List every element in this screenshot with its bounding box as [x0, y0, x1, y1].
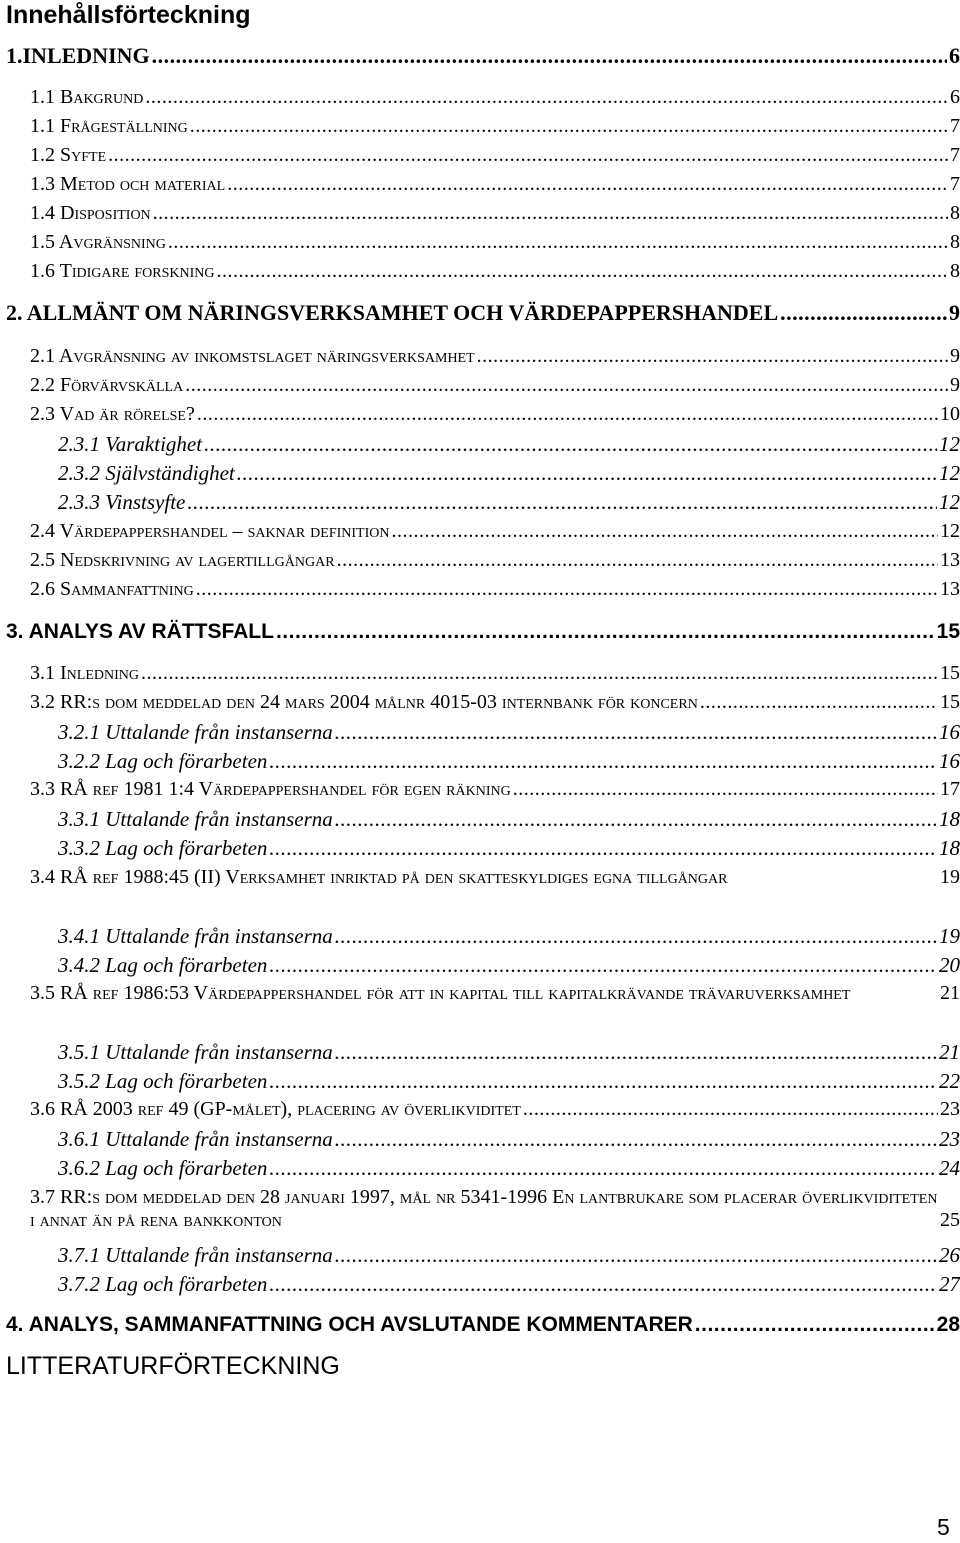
toc-entry-label: 1.4 Disposition	[30, 202, 151, 224]
dot-leader	[780, 300, 947, 326]
toc-entry-page: 9	[950, 374, 960, 396]
toc-entry-page: 15	[940, 662, 960, 684]
dot-leader	[335, 807, 937, 832]
toc-entry-page: 19	[940, 866, 960, 888]
toc-entry[interactable]	[58, 1127, 960, 1152]
toc-entry-label: 2.1 Avgränsning av inkomstslaget näringsverksamhet	[30, 345, 475, 367]
toc-entry-label: 3.5.1 Uttalande från instanserna	[58, 1040, 333, 1064]
dot-leader	[391, 520, 938, 543]
toc-entry-page: 7	[950, 144, 960, 166]
toc-entry[interactable]	[30, 578, 960, 601]
toc-entry[interactable]	[58, 953, 960, 978]
toc-entry-page: 21	[940, 982, 960, 1004]
dot-leader	[269, 953, 937, 978]
toc-entry-label: 1.2 Syfte	[30, 144, 107, 166]
dot-leader	[237, 461, 937, 486]
dot-leader	[197, 403, 938, 426]
toc-entry-page: 16	[939, 749, 960, 773]
toc-entry[interactable]	[30, 260, 960, 283]
toc-entry-page: 19	[939, 924, 960, 948]
dot-leader	[217, 260, 948, 283]
toc-entry-label: 2.3.3 Vinstsyfte	[58, 490, 186, 514]
dot-leader	[168, 231, 948, 254]
dot-leader	[276, 620, 935, 644]
toc-entry-page: 9	[949, 300, 960, 325]
toc-entry-page: 7	[950, 115, 960, 137]
toc-entry-label: 3.2.2 Lag och förarbeten	[58, 749, 268, 773]
toc-entry[interactable]	[30, 173, 960, 196]
toc-entry-label: 1.3 Metod och material	[30, 173, 226, 195]
toc-entry[interactable]	[6, 300, 960, 326]
toc-entry-page: 25	[940, 1209, 960, 1231]
dot-leader	[153, 202, 948, 225]
toc-entry[interactable]	[30, 231, 960, 254]
toc-entry[interactable]	[58, 807, 960, 832]
toc-entry-page: 24	[939, 1156, 960, 1180]
dot-leader	[523, 1098, 938, 1121]
dot-leader	[204, 432, 937, 457]
toc-title: Innehållsförteckning	[6, 1, 251, 29]
toc-entry-label: 2.4 Värdepappershandel – saknar definition	[30, 520, 390, 542]
toc-entry-page: 8	[950, 260, 960, 282]
toc-entry-label: 2.2 Förvärvskälla	[30, 374, 184, 396]
toc-entry-label: 2.3 Vad är rörelse?	[30, 403, 195, 425]
toc-entry-page: 12	[939, 461, 960, 485]
toc-entry[interactable]	[30, 662, 960, 685]
toc-entry[interactable]	[30, 982, 960, 1005]
toc-entry-label: 3.6 RÅ 2003 ref 49 (GP-målet), placering av överlikviditet	[30, 1098, 521, 1120]
dot-leader	[269, 1069, 937, 1094]
dot-leader	[185, 374, 948, 397]
toc-entry[interactable]	[30, 345, 960, 368]
toc-entry[interactable]	[30, 403, 960, 426]
toc-entry-label: 3.4.2 Lag och förarbeten	[58, 953, 268, 977]
toc-entry-page: 23	[940, 1098, 960, 1120]
toc-entry-page: 26	[939, 1243, 960, 1267]
toc-entry[interactable]	[58, 490, 960, 515]
toc-entry[interactable]	[30, 86, 960, 109]
toc-entry-page: 12	[939, 432, 960, 456]
toc-entry[interactable]	[58, 1069, 960, 1094]
toc-entry-label: 3.2.1 Uttalande från instanserna	[58, 720, 333, 744]
toc-entry-page: 6	[950, 86, 960, 108]
toc-entry-page: 17	[940, 778, 960, 800]
toc-entry-label: 3.4 RÅ ref 1988:45 (II) Verksamhet inriktad på den skatteskyldiges egna tillgångar	[30, 866, 728, 888]
toc-entry[interactable]	[58, 1243, 960, 1268]
toc-entry-page: 20	[939, 953, 960, 977]
toc-entry[interactable]	[6, 620, 960, 644]
dot-leader	[141, 662, 938, 685]
toc-entry-page: 21	[939, 1040, 960, 1064]
dot-leader	[700, 691, 938, 714]
toc-entry[interactable]	[30, 115, 960, 138]
dot-leader	[196, 578, 938, 601]
dot-leader	[477, 345, 948, 368]
toc-entry-label: 2.3.2 Självständighet	[58, 461, 235, 485]
toc-entry-label: 1.1 Bakgrund	[30, 86, 144, 108]
toc-entry-page: 8	[950, 231, 960, 253]
toc-entry[interactable]	[30, 866, 960, 889]
toc-entry-label: 3.5.2 Lag och förarbeten	[58, 1069, 268, 1093]
toc-entry-label: 4. ANALYS, SAMMANFATTNING OCH AVSLUTANDE KOMMENTARER	[6, 1313, 693, 1336]
toc-entry-page: 6	[949, 43, 960, 68]
toc-entry-label: 3.3.1 Uttalande från instanserna	[58, 807, 333, 831]
toc-entry-page: 15	[940, 691, 960, 713]
toc-entry[interactable]	[30, 1098, 960, 1121]
toc-entry-label: 3.3.2 Lag och förarbeten	[58, 836, 268, 860]
dot-leader	[695, 1313, 935, 1337]
dot-leader	[187, 490, 937, 515]
toc-entry-page: 18	[939, 836, 960, 860]
dot-leader	[337, 549, 938, 572]
toc-entry-label: 3.2 RR:s dom meddelad den 24 mars 2004 målnr 4015-03 internbank för koncern	[30, 691, 698, 713]
toc-entry-label: 1.1 Frågeställning	[30, 115, 188, 137]
toc-entry-label: 3.1 Inledning	[30, 662, 139, 684]
toc-entry[interactable]	[58, 749, 960, 774]
toc-entry[interactable]	[58, 836, 960, 861]
dot-leader	[335, 1127, 937, 1152]
toc-entry-page: 15	[936, 620, 960, 643]
literature-heading[interactable]: LITTERATURFÖRTECKNING	[6, 1352, 340, 1380]
dot-leader	[513, 778, 938, 801]
toc-entry-page: 28	[936, 1313, 960, 1336]
dot-leader	[269, 1156, 937, 1181]
toc-entry-page: 27	[939, 1272, 960, 1296]
toc-entry-label: 2.6 Sammanfattning	[30, 578, 194, 600]
toc-entry[interactable]	[30, 778, 960, 801]
toc-entry-label: 1.6 Tidigare forskning	[30, 260, 215, 282]
toc-entry[interactable]	[58, 1156, 960, 1181]
toc-entry[interactable]	[30, 691, 960, 714]
dot-leader	[335, 1040, 937, 1065]
dot-leader	[269, 836, 937, 861]
toc-entry-page: 10	[940, 403, 960, 425]
toc-entry-page: 18	[939, 807, 960, 831]
toc-entry-page: 7	[950, 173, 960, 195]
toc-entry-page: 16	[939, 720, 960, 744]
dot-leader	[269, 749, 937, 774]
toc-entry-label: 2. ALLMÄNT OM NÄRINGSVERKSAMHET OCH VÄRDEPAPPERSHANDEL	[6, 300, 779, 325]
toc-entry[interactable]	[58, 1040, 960, 1065]
dot-leader	[335, 1243, 937, 1268]
toc-entry-page: 9	[950, 345, 960, 367]
toc-entry-page: 13	[940, 578, 960, 600]
dot-leader	[190, 115, 948, 138]
dot-leader	[108, 144, 948, 167]
toc-entry[interactable]	[30, 549, 960, 572]
toc-entry-label: 3.4.1 Uttalande från instanserna	[58, 924, 333, 948]
toc-entry[interactable]	[58, 924, 960, 949]
toc-entry-page: 13	[940, 549, 960, 571]
toc-entry-page: 12	[939, 490, 960, 514]
toc-entry-label: 2.5 Nedskrivning av lagertillgångar	[30, 549, 335, 571]
toc-entry-label: 3.7 RR:s dom meddelad den 28 januari 1997, mål nr 5341-1996 En lantbrukare som placerar överlikviditeten i annat än på rena bankkonton	[30, 1186, 938, 1231]
dot-leader	[227, 173, 948, 196]
toc-entry-page: 8	[950, 202, 960, 224]
toc-entry-label: 3. ANALYS AV RÄTTSFALL	[6, 620, 274, 643]
toc-entry[interactable]	[58, 720, 960, 745]
toc-entry[interactable]	[58, 1272, 960, 1297]
dot-leader	[335, 924, 937, 949]
toc-entry-label: 3.7.1 Uttalande från instanserna	[58, 1243, 333, 1267]
toc-entry-page: 22	[939, 1069, 960, 1093]
dot-leader	[145, 86, 948, 109]
toc-entry[interactable]	[30, 520, 960, 543]
toc-entry[interactable]	[30, 374, 960, 397]
toc-entry[interactable]	[30, 202, 960, 225]
toc-entry-label: 3.3 RÅ ref 1981 1:4 Värdepappershandel för egen räkning	[30, 778, 511, 800]
toc-entry[interactable]	[58, 461, 960, 486]
toc-entry[interactable]	[6, 1313, 960, 1337]
toc-entry-label: 3.6.2 Lag och förarbeten	[58, 1156, 268, 1180]
toc-entry-label: 1.INLEDNING	[6, 43, 150, 68]
toc-entry[interactable]	[6, 43, 960, 69]
dot-leader	[152, 43, 947, 69]
toc-entry-page: 12	[940, 520, 960, 542]
toc-entry-label: 3.5 RÅ ref 1986:53 Värdepappershandel för att in kapital till kapitalkrävande trävaruverksamhet	[30, 982, 851, 1004]
toc-entry[interactable]	[30, 1186, 960, 1232]
toc-entry-page: 23	[939, 1127, 960, 1151]
toc-entry-label: 3.6.1 Uttalande från instanserna	[58, 1127, 333, 1151]
page-number: 5	[937, 1514, 950, 1540]
toc-entry-label: 3.7.2 Lag och förarbeten	[58, 1272, 268, 1296]
toc-entry-label: 1.5 Avgränsning	[30, 231, 166, 253]
toc-entry[interactable]	[58, 432, 960, 457]
toc-entry[interactable]	[30, 144, 960, 167]
dot-leader	[269, 1272, 937, 1297]
dot-leader	[335, 720, 937, 745]
toc-entry-label: 2.3.1 Varaktighet	[58, 432, 203, 456]
